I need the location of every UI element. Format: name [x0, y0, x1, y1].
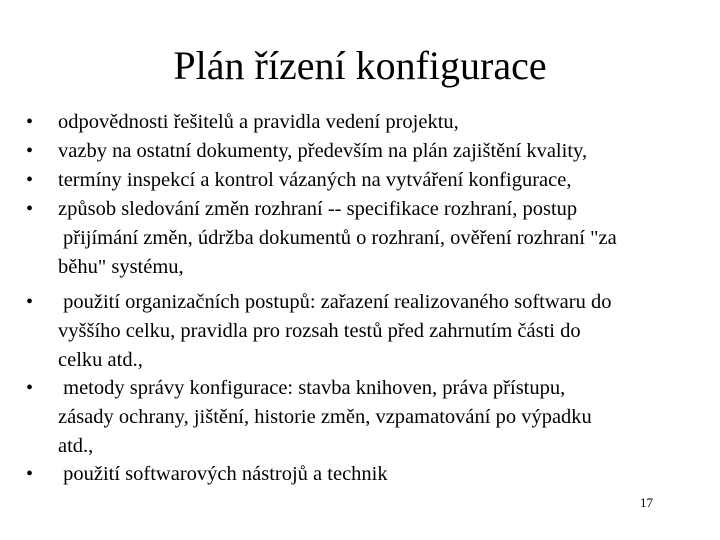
bullet-marker: • — [26, 463, 34, 485]
bullet-line: atd., — [58, 435, 94, 457]
bullet-text — [58, 374, 592, 461]
bullet-text — [58, 166, 571, 195]
bullet-marker: • — [26, 111, 34, 133]
bullet-line: přijímání změn, údržba dokumentů o rozhraní, ověření rozhraní "za — [63, 227, 617, 249]
bullet-line: vazby na ostatní dokumenty, především na plán zajištění kvality, — [58, 140, 588, 162]
bullet-text — [58, 137, 587, 166]
bullet-text — [58, 108, 459, 137]
bullet-line: použití organizačních postupů: zařazení realizovaného softwaru do — [58, 291, 612, 313]
slide-title: Plán řízení konfigurace — [173, 43, 547, 88]
bullet-line: celku atd., — [58, 349, 143, 371]
bullet-marker: • — [26, 140, 34, 162]
bullet-line: metody správy konfigurace: stavba knihoven, práva přístupu, — [58, 377, 566, 399]
bullet-marker: • — [26, 169, 34, 191]
bullet-marker: • — [26, 198, 34, 220]
bullet-text — [58, 460, 388, 489]
bullet-line: vyššího celku, pravidla pro rozsah testů před zahrnutím části do — [58, 320, 581, 342]
bullet-line: způsob sledování změn rozhraní -- specifikace rozhraní, postup — [58, 198, 578, 220]
bullet-marker: • — [26, 377, 34, 399]
bullet-text — [58, 195, 617, 282]
bullet-marker: • — [26, 291, 34, 313]
bullet-line: odpovědnosti řešitelů a pravidla vedení projektu, — [58, 111, 459, 133]
bullet-text — [58, 288, 611, 375]
bullet-line: použití softwarových nástrojů a technik — [58, 463, 388, 485]
bullet-line: termíny inspekcí a kontrol vázaných na vytváření konfigurace, — [58, 169, 572, 191]
bullet-line: běhu" systému, — [58, 256, 184, 278]
bullet-line: zásady ochrany, jištění, historie změn, vzpamatování po výpadku — [58, 406, 592, 428]
page-number: 17 — [640, 495, 653, 510]
